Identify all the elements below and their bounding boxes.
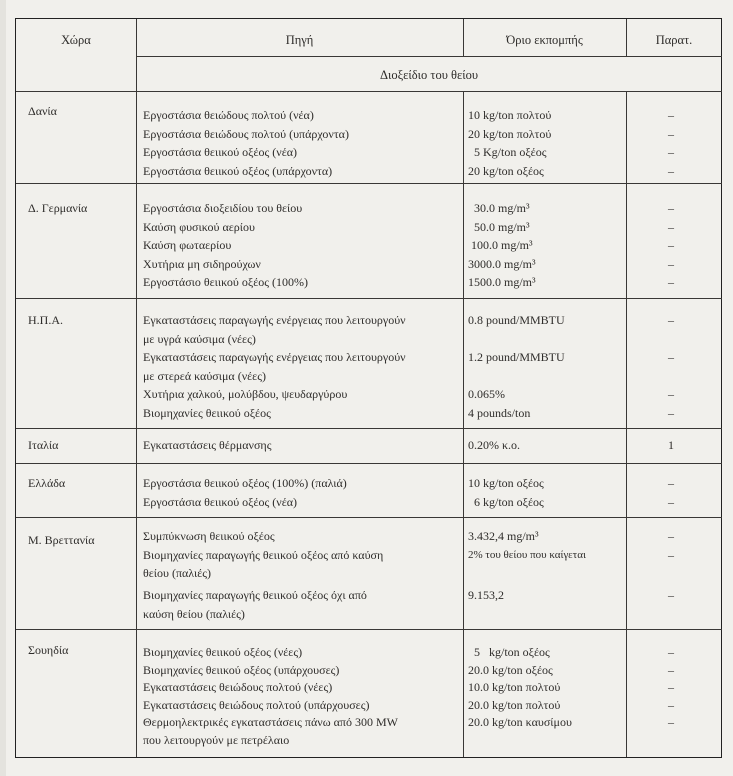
note-cell: – bbox=[668, 529, 674, 543]
limit-cell: 20.0 kg/ton οξέος bbox=[468, 662, 553, 677]
source-cell: Εγκαταστάσεις θειώδους πολτού (υπάρχουσες) bbox=[143, 697, 370, 712]
emission-limits-table bbox=[15, 18, 722, 758]
divider-row-1 bbox=[16, 183, 722, 184]
source-cell: με στερεά καύσιμα (νέες) bbox=[143, 368, 266, 383]
divider-subheader bbox=[16, 91, 722, 92]
divider-row-3 bbox=[16, 428, 722, 429]
country-cell: Σουηδία bbox=[28, 643, 69, 657]
header-note: Παρατ. bbox=[655, 33, 693, 47]
col-divider-3b bbox=[626, 91, 627, 757]
country-cell: Μ. Βρεττανία bbox=[28, 533, 95, 547]
limit-cell: 5 Kg/ton οξέος bbox=[468, 145, 547, 159]
note-cell: – bbox=[668, 108, 674, 122]
source-cell: Εργοστάσια θειικού οξέος (νέα) bbox=[143, 145, 298, 159]
country-cell: Ιταλία bbox=[28, 438, 59, 452]
limit-cell: 20.0 kg/ton καυσίμου bbox=[468, 715, 572, 729]
source-cell: Θερμοηλεκτρικές εγκαταστάσεις πάνω από 300 MW bbox=[143, 715, 398, 729]
note-cell: – bbox=[668, 715, 674, 729]
country-cell: Η.Π.Α. bbox=[28, 313, 63, 327]
col-divider-1 bbox=[136, 19, 137, 757]
source-cell: Εργοστάσια θειικού οξέος (100%) (παλιά) bbox=[143, 476, 347, 490]
note-cell: – bbox=[668, 350, 674, 364]
source-cell: Εργοστάσια θειώδους πολτού (υπάρχοντα) bbox=[143, 126, 349, 141]
source-cell: Εγκαταστάσεις θέρμανσης bbox=[143, 438, 272, 452]
limit-cell: 100.0 mg/m³ bbox=[468, 238, 533, 252]
subheader-pollutant: Διοξείδιο του θείου bbox=[379, 68, 479, 82]
source-cell: Καύση φωταερίου bbox=[143, 238, 232, 252]
country-cell: Δανία bbox=[28, 104, 57, 118]
limit-cell: 2% του θείου που καίγεται bbox=[468, 548, 586, 561]
note-cell: – bbox=[668, 313, 674, 327]
limit-cell: 3.432,4 mg/m³ bbox=[468, 529, 539, 543]
limit-cell: 5 kg/ton οξέος bbox=[468, 645, 550, 659]
source-cell: Εγκαταστάσεις παραγωγής ενέργειας που λειτουργούν bbox=[143, 313, 406, 327]
country-cell: Δ. Γερμανία bbox=[28, 201, 88, 215]
note-cell: – bbox=[668, 219, 674, 234]
divider-row-6 bbox=[16, 629, 722, 630]
source-cell: που λειτουργούν με πετρέλαιο bbox=[143, 732, 290, 747]
header-limit: Όριο εκπομπής bbox=[506, 33, 583, 47]
limit-cell: 6 kg/ton οξέος bbox=[468, 494, 544, 509]
note-cell: – bbox=[668, 588, 674, 602]
note-cell: – bbox=[668, 645, 674, 659]
note-cell: – bbox=[668, 387, 674, 401]
limit-cell: 20 kg/ton οξέος bbox=[468, 163, 544, 178]
limit-cell: 1500.0 mg/m³ bbox=[468, 275, 536, 289]
divider-header bbox=[136, 56, 722, 57]
note-cell: – bbox=[668, 275, 674, 289]
limit-cell: 1.2 pound/MMBTU bbox=[468, 350, 565, 364]
source-cell: Βιομηχανίες θειικού οξέος bbox=[143, 405, 271, 420]
source-cell: Βιομηχανίες θειικού οξέος (υπάρχουσες) bbox=[143, 662, 340, 677]
source-cell: με υγρά καύσιμα (νέες) bbox=[143, 331, 256, 346]
limit-cell: 20 kg/ton πολτού bbox=[468, 126, 552, 141]
limit-cell: 3000.0 mg/m³ bbox=[468, 256, 536, 271]
note-cell: – bbox=[668, 201, 674, 215]
note-cell: – bbox=[668, 145, 674, 159]
source-cell: Εγκαταστάσεις παραγωγής ενέργειας που λειτουργούν bbox=[143, 350, 406, 364]
source-cell: θείου (παλιές) bbox=[143, 566, 211, 580]
country-cell: Ελλάδα bbox=[28, 476, 66, 490]
limit-cell: 30.0 mg/m³ bbox=[468, 201, 530, 215]
limit-cell: 0.065% bbox=[468, 387, 505, 401]
source-cell: Βιομηχανίες παραγωγής θειικού οξέος από καύση bbox=[143, 547, 384, 562]
limit-cell: 50.0 mg/m³ bbox=[468, 219, 530, 234]
note-cell: – bbox=[668, 238, 674, 252]
source-cell: Βιομηχανίες παραγωγής θειικού οξέος όχι από bbox=[143, 588, 367, 602]
note-cell: – bbox=[668, 163, 674, 178]
page-edge bbox=[0, 0, 6, 776]
header-country: Χώρα bbox=[61, 33, 91, 47]
limit-cell: 0.20% κ.ο. bbox=[468, 438, 521, 452]
divider-row-4 bbox=[16, 463, 722, 464]
source-cell: Συμπύκνωση θειικού οξέος bbox=[143, 529, 275, 543]
note-cell: – bbox=[668, 680, 674, 694]
note-cell: – bbox=[668, 256, 674, 271]
source-cell: Χυτήρια χαλκού, μολύβδου, ψευδαργύρου bbox=[143, 387, 348, 401]
note-cell: – bbox=[668, 405, 674, 420]
source-cell: Εργοστάσια θειώδους πολτού (νέα) bbox=[143, 108, 314, 122]
note-cell: – bbox=[668, 697, 674, 712]
divider-row-2 bbox=[16, 298, 722, 299]
source-cell: Εργοστάσια θειικού οξέος (υπάρχοντα) bbox=[143, 163, 333, 178]
source-cell: Βιομηχανίες θειικού οξέος (νέες) bbox=[143, 645, 303, 659]
header-source: Πηγή bbox=[285, 33, 314, 47]
source-cell: Εργοστάσια θειικού οξέος (νέα) bbox=[143, 494, 298, 509]
limit-cell: 10 kg/ton οξέος bbox=[468, 476, 544, 490]
limit-cell: 0.8 pound/MMBTU bbox=[468, 313, 565, 327]
source-cell: Εργοστάσιο θειικού οξέος (100%) bbox=[143, 275, 308, 289]
source-cell: Εγκαταστάσεις θειώδους πολτού (νέες) bbox=[143, 680, 333, 694]
source-cell: Καύση φυσικού αερίου bbox=[143, 219, 255, 234]
limit-cell: 10.0 kg/ton πολτού bbox=[468, 680, 561, 694]
source-cell: καύση θείου (παλιές) bbox=[143, 606, 245, 621]
limit-cell: 20.0 kg/ton πολτού bbox=[468, 697, 561, 712]
note-cell: – bbox=[668, 547, 674, 562]
note-cell: – bbox=[668, 126, 674, 141]
note-cell: – bbox=[668, 476, 674, 490]
limit-cell: 4 pounds/ton bbox=[468, 405, 531, 420]
divider-row-5 bbox=[16, 517, 722, 518]
note-cell: – bbox=[668, 494, 674, 509]
limit-cell: 10 kg/ton πολτού bbox=[468, 108, 552, 122]
source-cell: Χυτήρια μη σιδηρούχων bbox=[143, 256, 261, 271]
col-divider-2b bbox=[463, 91, 464, 757]
note-cell: – bbox=[668, 662, 674, 677]
limit-cell: 9.153,2 bbox=[468, 588, 504, 602]
source-cell: Εργοστάσια διοξειδίου του θείου bbox=[143, 201, 303, 215]
note-cell: 1 bbox=[668, 438, 674, 452]
